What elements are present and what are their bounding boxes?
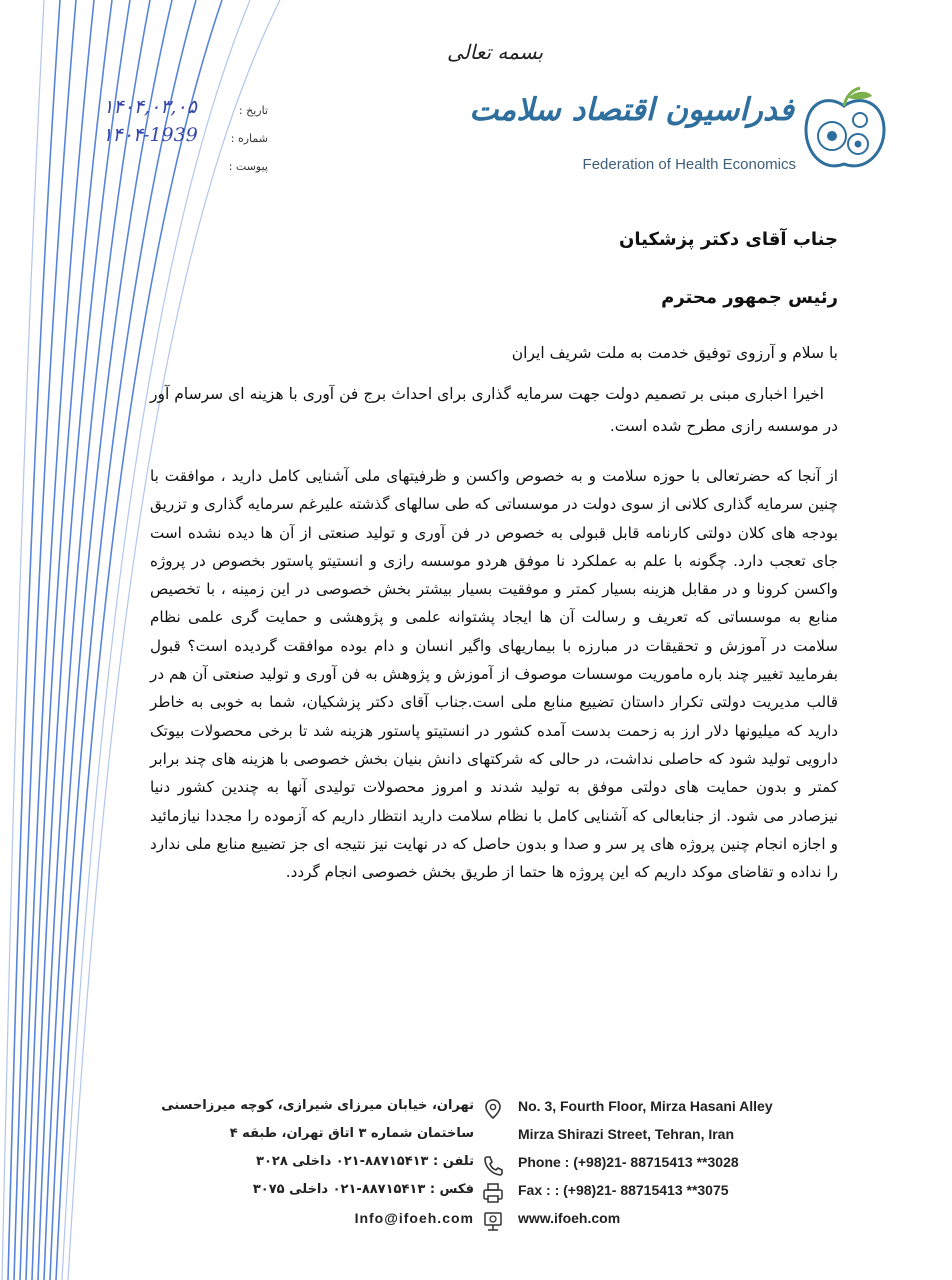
address-line-1 xyxy=(161,1098,780,1120)
org-name-persian: فدراسیون اقتصاد سلامت xyxy=(469,92,794,128)
web-row xyxy=(220,1210,780,1232)
phone-row xyxy=(220,1154,780,1176)
fax-en: Fax : : (+98)21- 88715413 **3075 xyxy=(518,1182,729,1198)
address-en-line2: Mirza Shirazi Street, Tehran, Iran xyxy=(518,1126,735,1142)
paragraph-2: از آنجا که حضرتعالی با حوزه سلامت و به خصوص واکسن و ظرفیتهای ملی آشنایی کامل دارید ، موافقت با چنین سرمایه گذاری کلانی از سوی دولت در موسساتی که طی سالهای گذشته علیرغم سرمایه گذاری و تزریق بودجه های کلان دولتی کارنامه قابل قبولی به خصوص در فن آوری و تولید صنعتی از آن ها دیده نشده است جای تعجب دارد. چگونه با علم به عملکرد نا موفق هردو موسسه رازی و انستیتو پاستور بخصوص در پروژه واکسن کرونا و در مقابل هزینه بسیار کمتر و موفقیت بسیار بیشتر بخش خصوصی در این زمینه ، با تخصیص منابع به موسساتی که تعریف و رسالت آن ها ایجاد پشتوانه علمی و پژوهشی و حمایت گری علمی نظام سلامت در آموزش و تحقیقات در مبارزه با بیماریهای واگیر انسان و دام بوده موافقت گردیده است؟ قبول بفرمایید تغییر چند باره ماموریت موسسات موصوف از آموزش و پژوهش به فن آوری و تولید صنعتی آن هم در قالب مدیریت دولتی تکرار داستان تضییع منابع ملی است.جناب آقای دکتر پزشکیان، شما به خوبی به خاطر دارید که میلیونها دلار ارز به زحمت بدست آمده کشور در انستیتو پاستور هزینه شد تا برخی محصولات بیوتک دارویی تولید شود که حاصلی نداشت، در حالی که شرکتهای دانش بنیان بخش خصوصی با هزینه های چند برابر کمتر و بدون حمایت های دولتی موفق به تولید شدند و امروز محصولات تولیدی آنها به چندین کشور دنیا نیزصادر می شود. از جنابعالی که آشنایی کامل با نظام سلامت دارید انتظار داریم که آزموده را مجددا نیازمائید و اجازه انجام چنین پروژه های پر سر و صدا و بدون حاصل که در نهایت نیز نتیجه ای جز تضییع منابع ملی ندارد را نداده و تقاضای موکد داریم که این پروژه ها حتما از طریق بخش خصوصی انجام گردد. xyxy=(150,467,838,882)
attachment-row xyxy=(88,152,268,180)
besmellah-heading: بسمه تعالی xyxy=(446,40,544,64)
org-name-english: Federation of Health Economics xyxy=(582,156,796,173)
phone-en: Phone : (+98)21- 88715413 **3028 xyxy=(518,1154,739,1170)
address-fa-line1: تهران، خیابان میرزای شیرازی، کوچه میرزاحسنی xyxy=(161,1098,474,1113)
paragraph-1: اخیرا اخباری مبنی بر تصمیم دولت جهت سرمایه گذاری برای احداث برج فن آوری با هزینه ای سرسام آور در موسسه رازی مطرح شده است. xyxy=(150,385,838,435)
number-value: ۱۴۰۴-1939 xyxy=(102,124,198,146)
date-row xyxy=(88,96,268,124)
location-pin-icon xyxy=(482,1098,504,1120)
address-en-line1: No. 3, Fourth Floor, Mirza Hasani Alley xyxy=(518,1098,773,1114)
letter-footer xyxy=(161,1098,780,1234)
website-url[interactable]: www.ifoeh.com xyxy=(518,1210,621,1226)
date-value: ۱۴۰۴,۰۳,۰۵ xyxy=(103,96,197,118)
letter-body xyxy=(150,222,838,886)
letter-meta xyxy=(88,96,268,180)
date-label: تاریخ : xyxy=(238,104,268,117)
addressee-title: رئیس جمهور محترم xyxy=(661,287,838,308)
fax-icon xyxy=(482,1182,504,1204)
phone-fa: تلفن : ۸۸۷۱۵۴۱۳-۰۲۱ داخلی ۳۰۲۸ xyxy=(256,1154,474,1169)
email-address[interactable]: Info@ifoeh.com xyxy=(354,1210,474,1226)
attachment-label: پیوست : xyxy=(228,160,268,173)
web-icon xyxy=(482,1210,504,1232)
number-row xyxy=(88,124,268,152)
address-fa-line2: ساختمان شماره ۳ اتاق تهران، طبقه ۴ xyxy=(229,1126,474,1141)
address-line-2 xyxy=(220,1126,780,1148)
organization-logo xyxy=(469,82,902,182)
apple-gears-emblem-icon xyxy=(798,86,892,176)
fax-fa: فکس : ۸۸۷۱۵۴۱۳-۰۲۱ داخلی ۳۰۷۵ xyxy=(252,1182,474,1197)
greeting: با سلام و آرزوی توفیق خدمت به ملت شریف ایران xyxy=(511,344,838,362)
number-label: شماره : xyxy=(230,132,268,145)
addressee: جناب آقای دکتر پزشکیان xyxy=(618,229,838,250)
fax-row xyxy=(220,1182,780,1204)
phone-icon xyxy=(482,1154,504,1176)
